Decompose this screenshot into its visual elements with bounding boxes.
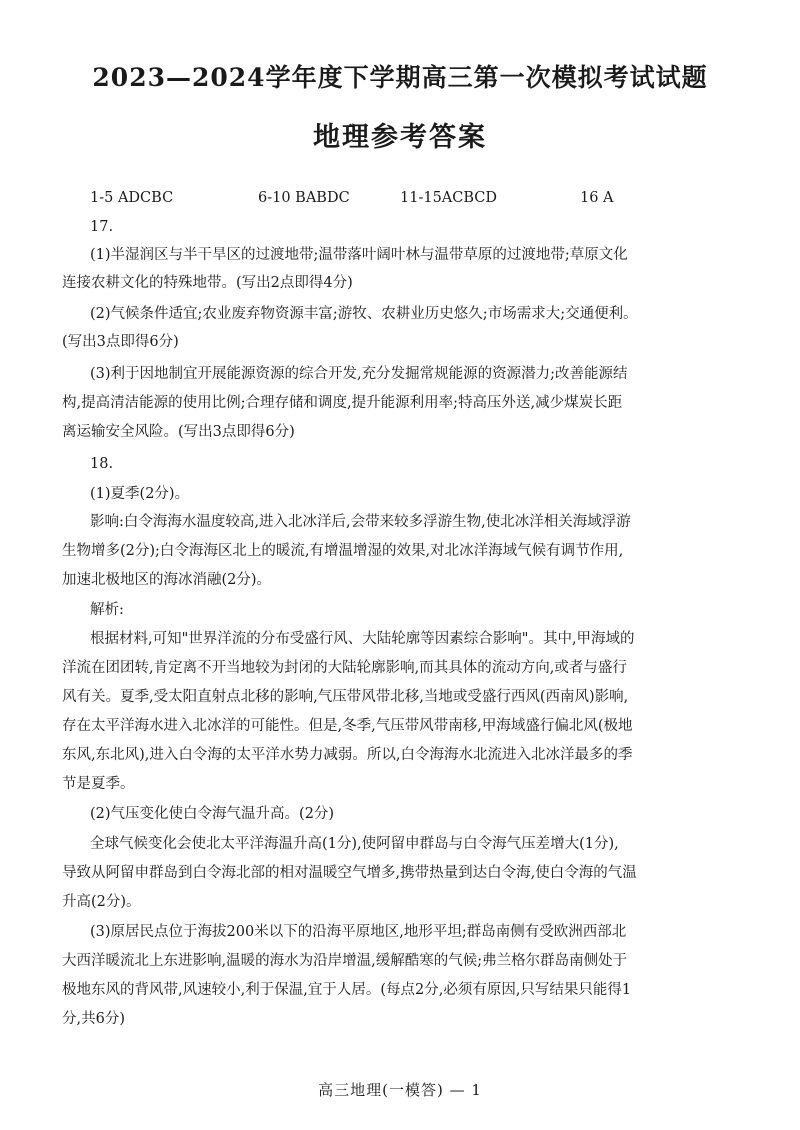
q18-line: 导致从阿留申群岛到白令海北部的相对温暖空气增多,携带热量到达白令海,使白令海的气温 (62, 865, 637, 881)
q17-line: (1)半湿润区与半干旱区的过渡地带;温带落叶阔叶林与温带草原的过渡地带;草原文化 (90, 247, 628, 263)
page-footer: 高三地理(一模答) — 1 (318, 1081, 482, 1099)
q18-line: 全球气候变化会使北太平洋海温升高(1分),使阿留申群岛与白令海气压差增大(1分), (90, 836, 619, 852)
q18-line: 大西洋暖流北上东进影响,温暖的海水为沿岸增温,缓解酷寒的气候;弗兰格尔群岛南侧处于 (62, 953, 628, 969)
q18-line: 风有关。夏季,受太阳直射点北移的影响,气压带风带北移,当地或受盛行西风(西南风)影响, (62, 689, 629, 705)
q18-line: 东风,东北风),进入白令海的太平洋水势力减弱。所以,白令海海水北流进入北冰洋最多的季 (62, 747, 633, 763)
choice-answers-11-15: 11-15ACBCD (400, 190, 498, 206)
q18-line: 生物增多(2分);白令海海区北上的暖流,有增温增湿的效果,对北冰洋海域气候有调节作用, (62, 543, 624, 559)
q18-line: (3)原居民点位于海拔200米以下的沿海平原地区,地形平坦;群岛南侧有受欧洲西部北 (90, 924, 627, 940)
question-17-number: 17. (90, 219, 114, 235)
q18-line: 解析: (90, 602, 124, 618)
q18-line: 加速北极地区的海冰消融(2分)。 (62, 572, 272, 588)
q17-line: 离运输安全风险。(写出3点即得6分) (62, 424, 295, 440)
q18-line: 分,共6分) (62, 1011, 125, 1027)
q18-line: 根据材料,可知"世界洋流的分布受盛行风、大陆轮廓等因素综合影响"。其中,甲海域的 (90, 631, 635, 647)
q18-line: 影响:白令海海水温度较高,进入北冰洋后,会带来较多浮游生物,使北冰洋相关海域浮游 (90, 514, 631, 530)
q18-line: (2)气压变化使白令海气温升高。(2分) (90, 806, 335, 822)
choice-answers-16: 16 A (580, 190, 614, 206)
choice-answers-6-10: 6-10 BABDC (258, 190, 350, 206)
choice-answers-1-5: 1-5 ADCBC (90, 190, 174, 206)
q17-line: 连接农耕文化的特殊地带。(写出2点即得4分) (62, 275, 353, 291)
q18-line: 存在太平洋海水进入北冰洋的可能性。但是,冬季,气压带风带南移,甲海域盛行偏北风(极地 (62, 718, 633, 734)
q17-line: (写出3点即得6分) (62, 334, 179, 350)
q17-line: (3)利于因地制宜开展能源资源的综合开发,充分发掘常规能源的资源潜力;改善能源结 (90, 366, 628, 382)
question-18-number: 18. (90, 456, 114, 472)
q17-line: (2)气候条件适宜;农业废弃物资源丰富;游牧、农耕业历史悠久;市场需求大;交通便利。 (90, 306, 638, 322)
q18-line: 洋流在团团转,肯定离不开当地较为封闭的大陆轮廓影响,而其具体的流动方向,或者与盛行 (62, 660, 627, 676)
page-subtitle: 地理参考答案 (313, 122, 487, 153)
q17-line: 构,提高清洁能源的使用比例;合理存储和调度,提升能源利用率;特高压外送,减少煤炭长距 (62, 395, 623, 411)
q18-line: (1)夏季(2分)。 (90, 486, 190, 502)
q18-line: 极地东风的背风带,风速较小,利于保温,宜于人居。(每点2分,必须有原因,只写结果只能得1 (62, 982, 632, 998)
q18-line: 升高(2分)。 (62, 894, 141, 910)
exam-title: 2023—2024学年度下学期高三第一次模拟考试试题 (92, 63, 708, 92)
q18-line: 节是夏季。 (62, 776, 135, 792)
